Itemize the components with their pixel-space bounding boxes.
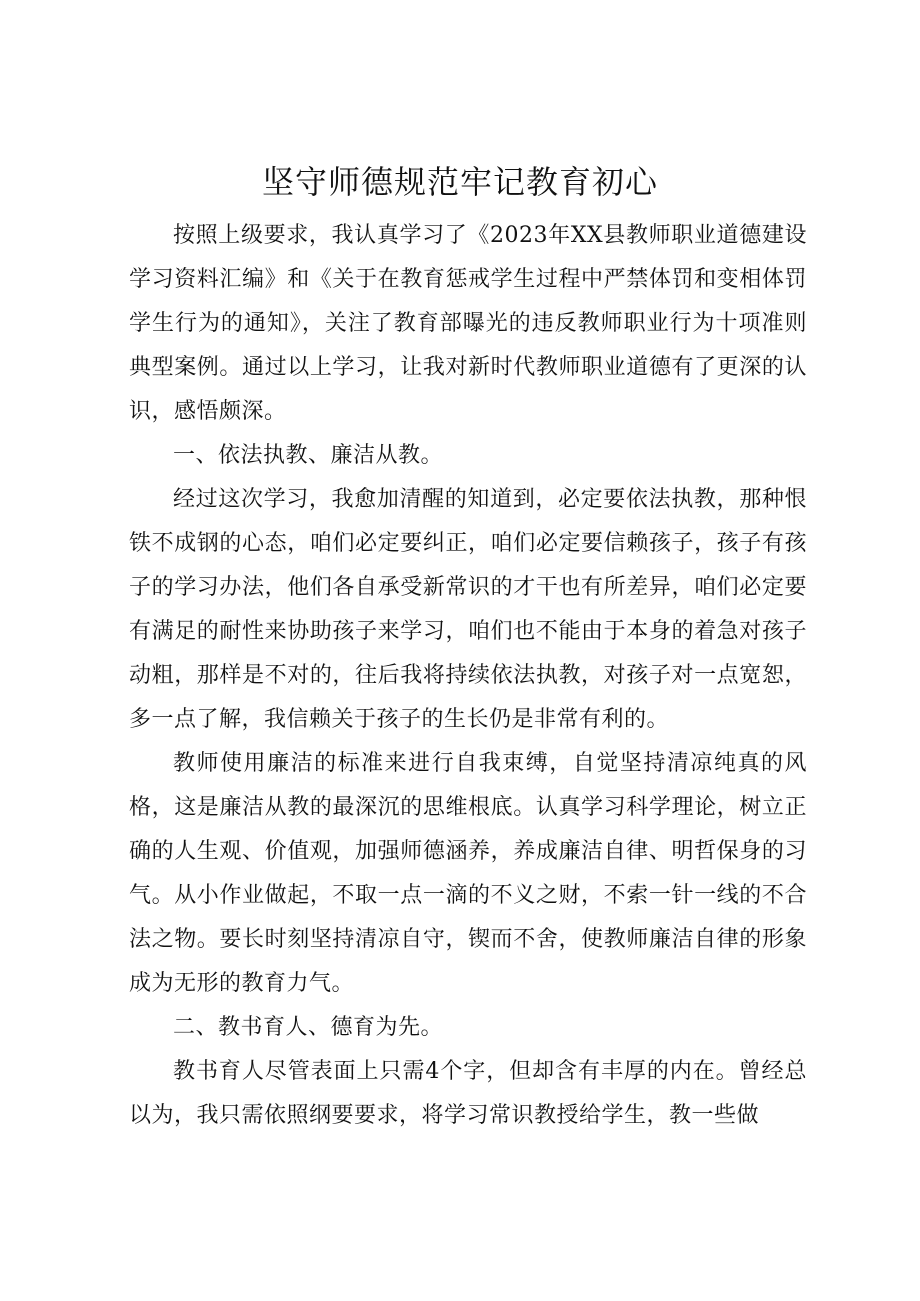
document-body <box>129 214 807 1138</box>
section-heading-2: 二、教书育人、德育为先。 <box>173 1015 444 1040</box>
body-paragraph: 经过这次学习，我愈加清醒的知道到，必定要依法执教，那种恨铁不成钢的心态，咱们必定要纠正，咱们必定要信赖孩子，孩子有孩子的学习办法，他们各自承受新常识的才干也有所差异，咱们必定要有满足的耐性来协助孩子来学习，咱们也不能由于本身的着急对孩子动粗，那样是不对的，往后我将持续依法执教，对孩子对一点宽恕，多一点了解，我信赖关于孩子的生长仍是非常有利的。 <box>129 487 807 732</box>
section-heading-1: 一、依法执教、廉洁从教。 <box>173 443 444 468</box>
body-paragraph: 教师使用廉洁的标准来进行自我束缚，自觉坚持清凉纯真的风格，这是廉洁从教的最深沉的思维根底。认真学习科学理论，树立正确的人生观、价值观，加强师德涵养，养成廉洁自律、明哲保身的习气。从小作业做起，不取一点一滴的不义之财，不索一针一线的不合法之物。要长时刻坚持清凉自守，锲而不舍，使教师廉洁自律的形象成为无形的教育力气。 <box>129 751 807 996</box>
body-paragraph: 教书育人尽管表面上只需4个字，但却含有丰厚的内在。曾经总以为，我只需依照纲要要求，将学习常识教授给学生，教一些做 <box>129 1059 807 1128</box>
document-title: 坚守师德规范牢记教育初心 <box>261 163 658 201</box>
intro-paragraph: 按照上级要求，我认真学习了《2023年XX县教师职业道德建设学习资料汇编》和《关于在教育惩戒学生过程中严禁体罚和变相体罚学生行为的通知》，关注了教育部曝光的违反教师职业行为十项准则典型案例。通过以上学习，让我对新时代教师职业道德有了更深的认识，感悟颇深。 <box>129 223 807 424</box>
